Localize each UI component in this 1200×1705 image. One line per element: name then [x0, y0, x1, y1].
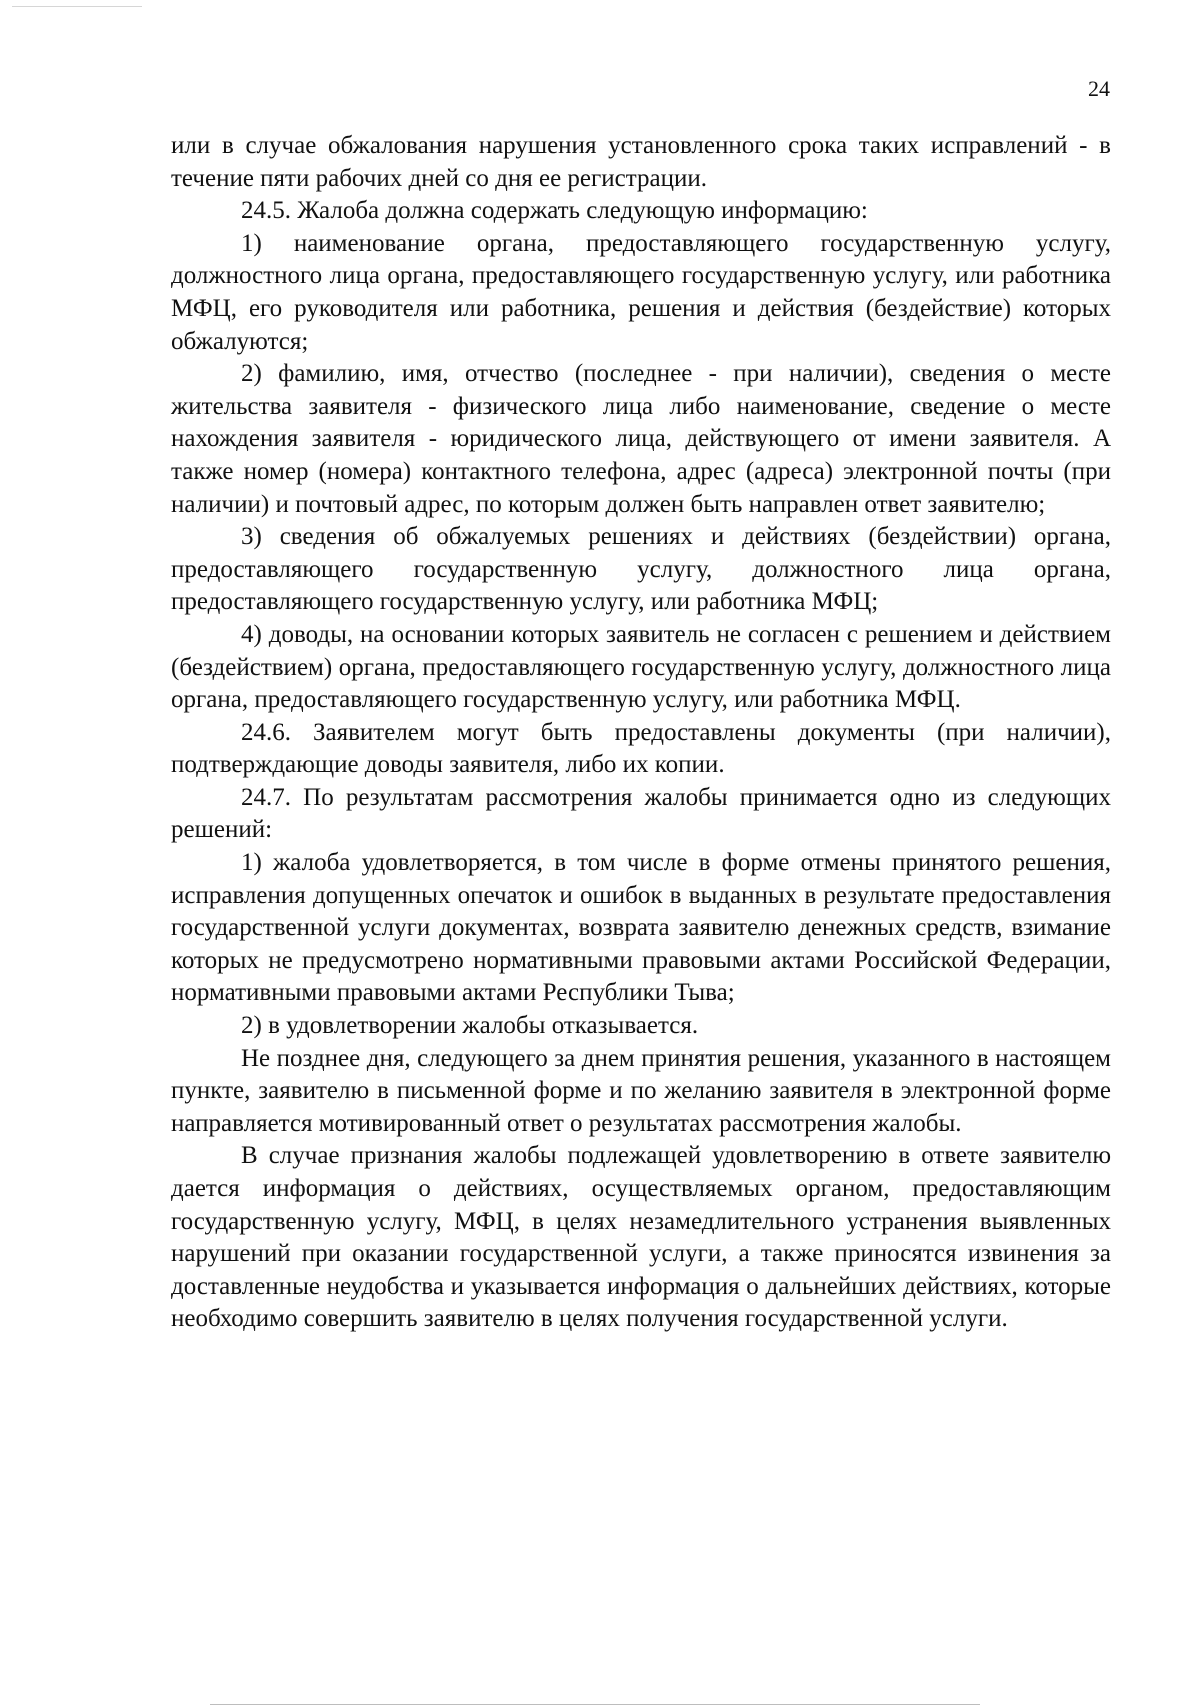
paragraph-continuation: или в случае обжалования нарушения установленного срока таких исправлений - в течение пяти рабочих дней со дня ее регистрации. — [171, 132, 1111, 192]
paragraph-24-6: 24.6. Заявителем могут быть предоставлены документы (при наличии), подтверждающие доводы заявителя, либо их копии. — [171, 718, 1111, 779]
paragraph-24-5-item-3: 3) сведения об обжалуемых решениях и действиях (бездействии) органа, предоставляющего государственную услугу, должностного лица органа, предоставляющего государственную услугу, или работника МФЦ; — [171, 523, 1111, 616]
paragraph-24-5-item-1: 1) наименование органа, предоставляющего государственную услугу, должностного лица органа, предоставляющего государственную услугу, или работника МФЦ, его руководителя или работника, решения и действия (бездействие) которых обжалуются; — [171, 229, 1111, 355]
document-body — [171, 130, 1111, 1336]
paragraph-24-7-item-1: 1) жалоба удовлетворяется, в том числе в форме отмены принятого решения, исправления допущенных опечаток и ошибок в выданных в результате предоставления государственной услуги документах, возврата заявителю денежных средств, взимание которых не предусмотрено нормативными правовыми актами Российской Федерации, нормативными правовыми актами Республики Тыва; — [171, 849, 1111, 1007]
paragraph-24-7-heading: 24.7. По результатам рассмотрения жалобы принимается одно из следующих решений: — [171, 783, 1111, 844]
paragraph-24-7-item-2: 2) в удовлетворении жалобы отказывается. — [241, 1012, 699, 1040]
paragraph-24-5-item-4: 4) доводы, на основании которых заявитель не согласен с решением и действием (бездействием) органа, предоставляющего государственную услугу, должностного лица органа, предоставляющего государственную услугу, или работника МФЦ. — [171, 620, 1111, 714]
paragraph-24-5-heading: 24.5. Жалоба должна содержать следующую информацию: — [241, 197, 868, 225]
scan-edge-mark — [12, 6, 142, 7]
paragraph-response-deadline: Не позднее дня, следующего за днем принятия решения, указанного в настоящем пункте, заявителю в письменной форме и по желанию заявителя в электронной форме направляется мотивированный ответ о результатах рассмотрения жалобы. — [171, 1044, 1111, 1137]
page-number: 24 — [1088, 76, 1110, 101]
paragraph-complaint-satisfied: В случае признания жалобы подлежащей удовлетворению в ответе заявителю дается информация о действиях, осуществляемых органом, предоставляющим государственную услугу, МФЦ, в целях незамедлительного устранения выявленных нарушений при оказании государственной услуги, а также приносятся извинения за доставленные неудобства и указывается информация о дальнейших действиях, которые необходимо совершить заявителю в целях получения государственной услуги. — [171, 1142, 1111, 1333]
paragraph-24-5-item-2: 2) фамилию, имя, отчество (последнее - при наличии), сведения о месте жительства заявителя - физического лица либо наименование, сведение о месте нахождения заявителя - юридического лица, действующего от имени заявителя. А также номер (номера) контактного телефона, адрес (адреса) электронной почты (при наличии) и почтовый адрес, по которым должен быть направлен ответ заявителю; — [171, 360, 1111, 518]
